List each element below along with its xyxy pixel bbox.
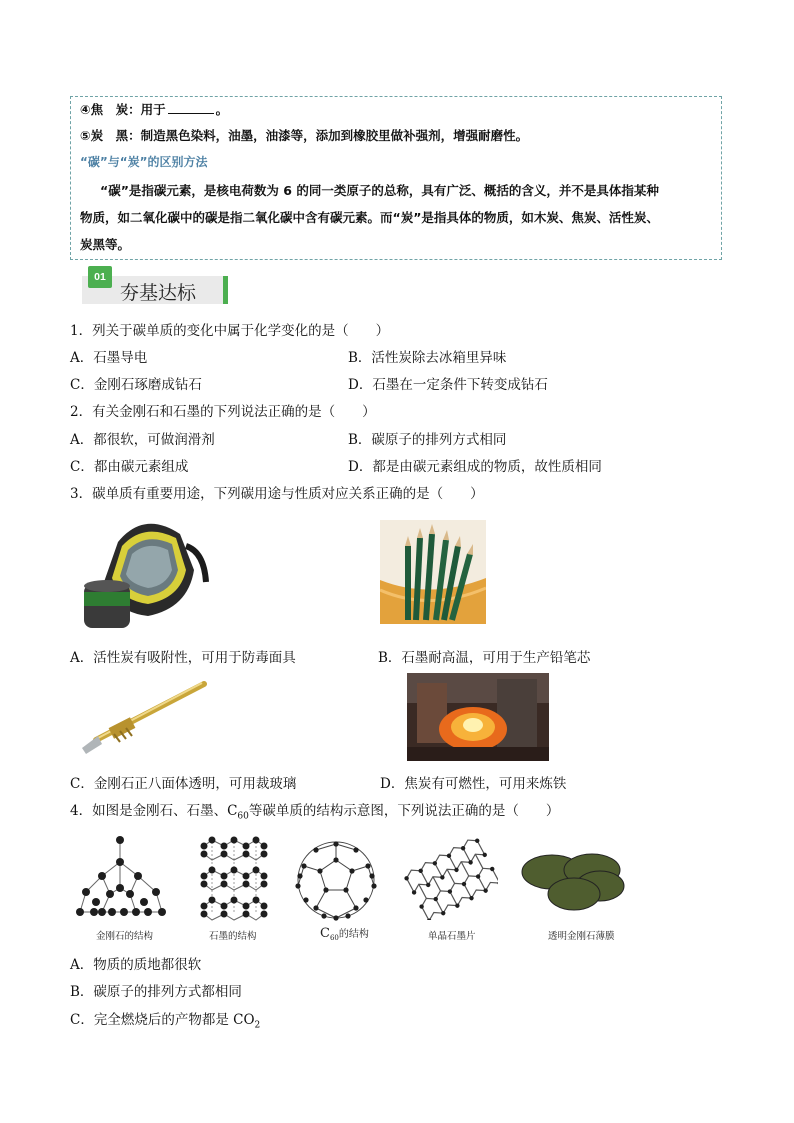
- note-line-coke: [80, 100, 228, 118]
- q2-option-c[interactable]: C．都由碳元素组成: [70, 459, 189, 475]
- q1-option-d[interactable]: D．石墨在一定条件下转变成钻石: [348, 377, 548, 393]
- q4-option-c[interactable]: [70, 1008, 260, 1031]
- q4-stem-subscript: 60: [237, 811, 249, 822]
- glass-cutter-image: [76, 676, 210, 758]
- section-header-bar: [223, 276, 228, 304]
- caption-diamond-film: 透明金刚石薄膜: [548, 931, 615, 942]
- caption-c60-rest: 的结构: [338, 929, 369, 940]
- caption-c60-subscript: 60: [329, 934, 339, 942]
- q3-option-a[interactable]: A．活性炭有吸附性，可用于防毒面具: [70, 650, 296, 666]
- note-box: [70, 96, 722, 260]
- c60-structure-image: [292, 838, 380, 922]
- section-title: 夯基达标: [120, 282, 197, 304]
- caption-c60: [320, 925, 369, 942]
- note-line-carbon-black: ⑤炭 黑：制造黑色染料，油墨，油漆等，添加到橡胶里做补强剂，增强耐磨性。: [80, 128, 529, 143]
- q1-stem: 1．列关于碳单质的变化中属于化学变化的是（ ）: [70, 323, 390, 339]
- gas-mask-image: [78, 512, 210, 638]
- q4-stem-suffix: 等碳单质的结构示意图，下列说法正确的是（ ）: [248, 803, 560, 819]
- caption-graphite: 石墨的结构: [209, 931, 257, 942]
- note-paragraph-line2: 物质，如二氧化碳中的碳是指二氧化碳中含有碳元素。而“炭”是指具体的物质，如木炭、焦炭、活性炭、: [80, 210, 659, 225]
- note-line-coke-suffix: 。: [215, 102, 229, 117]
- furnace-image: [407, 673, 549, 761]
- q1-option-c[interactable]: C．金刚石琢磨成钻石: [70, 377, 202, 393]
- graphene-sheet-image: [402, 838, 498, 920]
- q2-stem: 2．有关金刚石和石墨的下列说法正确的是（ ）: [70, 404, 376, 420]
- pencils-image: [380, 520, 486, 624]
- diamond-structure-image: [72, 832, 170, 924]
- q3-option-d[interactable]: D．焦炭有可燃性，可用来炼铁: [380, 776, 567, 792]
- note-subtitle: “碳”与“炭”的区别方法: [80, 155, 208, 169]
- q3-option-b[interactable]: B．石墨耐高温，可用于生产铅笔芯: [378, 650, 591, 666]
- q1-option-b[interactable]: B．活性炭除去冰箱里异味: [348, 350, 507, 366]
- caption-c60-c: C: [320, 926, 330, 941]
- graphite-structure-image: [198, 834, 270, 924]
- q4-stem-prefix: 4．如图是金刚石、石墨、C: [70, 803, 238, 819]
- caption-diamond: 金刚石的结构: [96, 931, 154, 942]
- q4-option-b[interactable]: B．碳原子的排列方式都相同: [70, 984, 242, 1000]
- section-number-badge: 01: [88, 266, 112, 288]
- diamond-film-image: [518, 850, 628, 914]
- q4-stem: [70, 799, 559, 822]
- q2-option-a[interactable]: A．都很软，可做润滑剂: [70, 432, 215, 448]
- q4-option-c-text: C．完全燃烧后的产物都是 CO: [70, 1012, 255, 1028]
- q3-stem: 3．碳单质有重要用途，下列碳用途与性质对应关系正确的是（ ）: [70, 486, 484, 502]
- q4-option-a[interactable]: A．物质的质地都很软: [70, 957, 202, 973]
- q2-option-d[interactable]: D．都是由碳元素组成的物质，故性质相同: [348, 459, 602, 475]
- note-paragraph-line1: “碳”是指碳元素，是核电荷数为 6 的同一类原子的总称，具有广泛、概括的含义，并不是具体指某种: [100, 183, 659, 198]
- note-line-coke-prefix: ④焦 炭：用于: [80, 102, 166, 117]
- note-paragraph-line3: 炭黑等。: [80, 237, 131, 252]
- q1-option-a[interactable]: A．石墨导电: [70, 350, 148, 366]
- q4-option-c-subscript: 2: [254, 1020, 261, 1031]
- caption-graphene: 单晶石墨片: [428, 931, 476, 942]
- q2-option-b[interactable]: B．碳原子的排列方式相同: [348, 432, 507, 448]
- fill-blank: [168, 102, 214, 114]
- q3-option-c[interactable]: C．金刚石正八面体透明，可用裁玻璃: [70, 776, 297, 792]
